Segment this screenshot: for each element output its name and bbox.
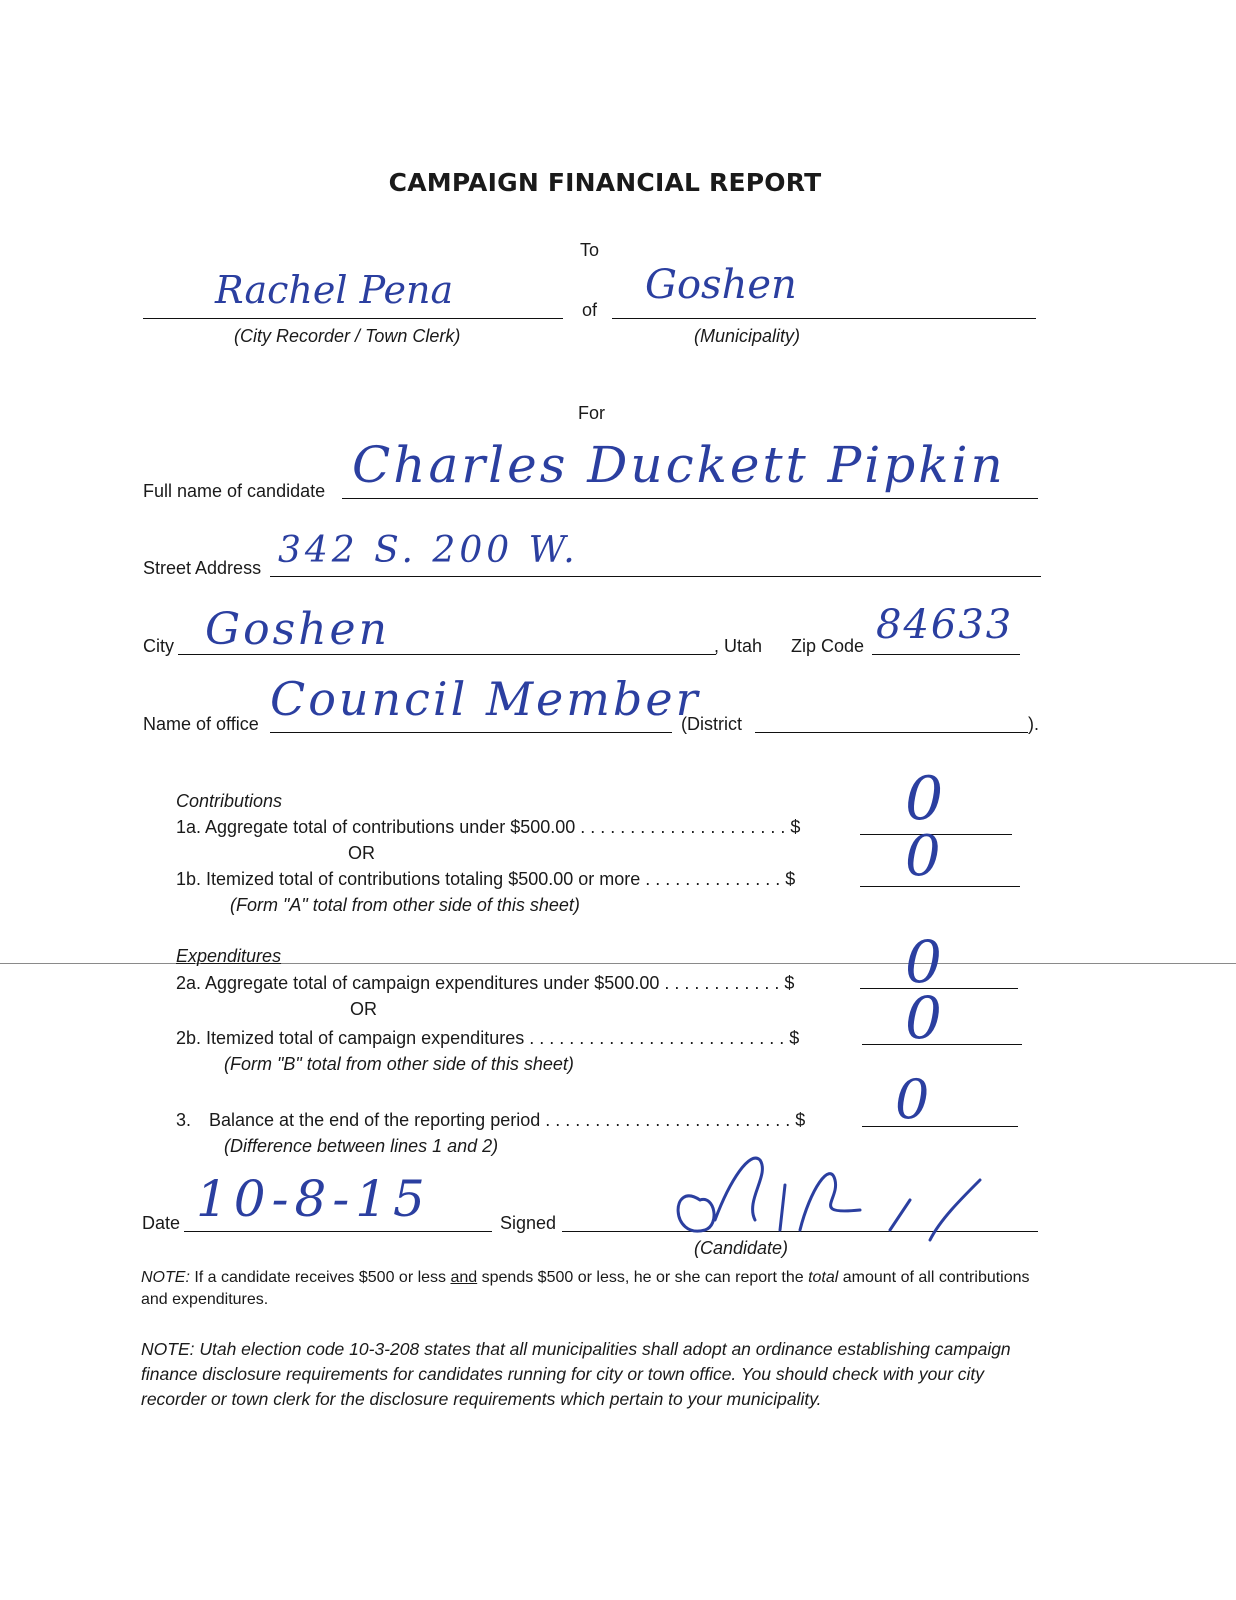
street-label: Street Address: [143, 558, 262, 578]
to-label: To: [580, 240, 600, 260]
municipality-line: [612, 318, 1036, 319]
line-2b-blank: [862, 1044, 1022, 1045]
contributions-heading: Contributions: [176, 791, 283, 811]
note-1: [141, 1267, 1041, 1311]
form-title: CAMPAIGN FINANCIAL REPORT: [388, 168, 822, 197]
candidate-signature: [660, 1140, 1000, 1250]
full-name-value: Charles Duckett Pipkin: [352, 436, 1006, 494]
street-value: 342 S. 200 W.: [278, 530, 579, 571]
note-1-total: total: [808, 1269, 839, 1286]
date-label: Date: [142, 1213, 181, 1233]
line-1b: 1b. Itemized total of contributions totaling $500.00 or more . . . . . . . . . . . . . . $: [176, 869, 796, 889]
municipality-value: Goshen: [645, 262, 797, 308]
line-3-note: (Difference between lines 1 and 2): [224, 1136, 499, 1156]
district-line: [755, 732, 1028, 733]
municipality-caption: (Municipality): [694, 326, 801, 346]
district-close: ).: [1028, 714, 1039, 734]
city-label: City: [143, 636, 174, 656]
line-3-number: 3.: [176, 1110, 192, 1130]
candidate-caption: (Candidate): [694, 1238, 789, 1258]
district-label: (District: [681, 714, 742, 734]
value-3: 0: [895, 1068, 930, 1131]
office-value: Council Member: [270, 672, 701, 726]
full-name-label: Full name of candidate: [143, 481, 326, 501]
for-label: For: [578, 403, 605, 423]
line-2a: 2a. Aggregate total of campaign expenditures under $500.00 . . . . . . . . . . . . $: [176, 973, 795, 993]
note-1-part-b: spends $500 or less, he or she can report the: [477, 1269, 809, 1286]
form-b-note: (Form "B" total from other side of this sheet): [224, 1054, 574, 1074]
line-2b: 2b. Itemized total of campaign expenditures . . . . . . . . . . . . . . . . . . . . . . . . . . $: [176, 1028, 800, 1048]
recorder-line: [143, 318, 563, 319]
or-2: OR: [350, 999, 377, 1019]
city-value: Goshen: [205, 604, 390, 655]
note-2: NOTE: Utah election code 10-3-208 states that all municipalities shall adopt an ordinance establishing campaign finance disclosure requirements for candidates running for city or town office. You should check with your city recorder or town clerk for the disclosure requirements which pertain to your municipality.: [141, 1339, 1011, 1409]
signed-label: Signed: [500, 1213, 557, 1233]
zip-value: 84633: [876, 602, 1014, 648]
zip-line: [872, 654, 1020, 655]
of-label: of: [582, 300, 598, 320]
value-2a: 0: [905, 928, 942, 996]
expenditures-heading: Expenditures: [176, 946, 282, 966]
or-1: OR: [348, 843, 375, 863]
date-value: 10-8-15: [196, 1170, 431, 1228]
zip-label: Zip Code: [791, 636, 865, 656]
note-1-part-a: If a candidate receives $500 or less: [189, 1269, 451, 1286]
value-1b: 0: [905, 824, 941, 889]
full-name-line: [342, 498, 1038, 499]
utah-label: , Utah: [714, 636, 763, 656]
value-1a: 0: [905, 764, 944, 834]
form-a-note: (Form "A" total from other side of this sheet): [230, 895, 580, 915]
office-label: Name of office: [143, 714, 259, 734]
note-1-and: and: [450, 1269, 478, 1286]
line-3-blank: [862, 1126, 1018, 1127]
date-line: [184, 1231, 492, 1232]
note-1-part-c: amount of all contributions and expenditures.: [141, 1269, 1030, 1308]
street-line: [270, 576, 1041, 577]
recorder-signature: Rachel Pena: [215, 268, 454, 312]
line-3: Balance at the end of the reporting period . . . . . . . . . . . . . . . . . . . . . . . . . $: [209, 1110, 806, 1130]
line-1a: 1a. Aggregate total of contributions under $500.00 . . . . . . . . . . . . . . . . . . . . . $: [176, 817, 801, 837]
office-line: [270, 732, 672, 733]
recorder-caption: (City Recorder / Town Clerk): [234, 326, 461, 346]
note-1-prefix: NOTE:: [141, 1269, 190, 1286]
value-2b: 0: [905, 984, 942, 1052]
